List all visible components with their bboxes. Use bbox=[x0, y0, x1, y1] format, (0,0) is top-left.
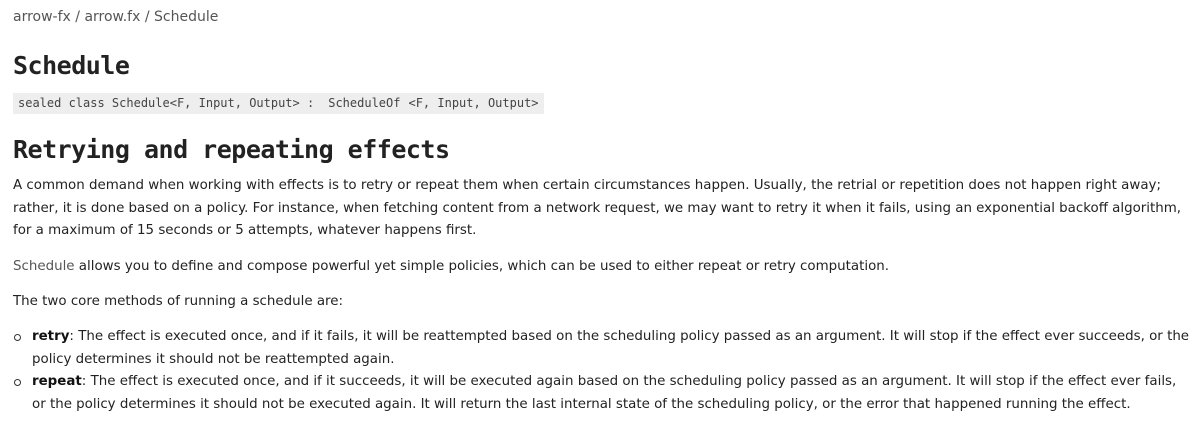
list-item-retry bbox=[13, 326, 1191, 371]
core-methods-list bbox=[13, 326, 1191, 416]
class-signature bbox=[13, 93, 544, 114]
schedule-link[interactable]: Schedule bbox=[13, 259, 75, 274]
circle-bullet-icon bbox=[14, 334, 21, 341]
breadcrumb-link-arrow-fx-package[interactable]: arrow.fx bbox=[84, 9, 141, 25]
list-item-repeat bbox=[13, 371, 1191, 416]
signature-suffix: <F, Input, Output> bbox=[408, 96, 539, 110]
circle-bullet-icon bbox=[14, 379, 21, 386]
schedule-description-paragraph bbox=[13, 256, 1191, 279]
core-methods-intro: The two core methods of running a schedule are: bbox=[13, 294, 344, 309]
method-description-retry: : The effect is executed once, and if it fails, it will be reattempted based on the scheduling policy passed as an argument. It will stop if the effect ever succeeds, or the policy determines it should not be reattempted again. bbox=[32, 329, 1190, 367]
page-title: Schedule bbox=[13, 51, 130, 80]
method-name-retry: retry bbox=[32, 329, 70, 344]
breadcrumb-link-arrow-fx[interactable]: arrow-fx bbox=[13, 9, 71, 25]
intro-paragraph: A common demand when working with effects is to retry or repeat them when certain circumstances happen. Usually, the retrial or repetition does not happen right away; rather, it is done based on a policy. For instance, when fetching content from a network request, we may want to retry it when it fails, using an exponential backoff algorithm, for a maximum of 15 seconds or 5 attempts, whatever happens first. bbox=[13, 178, 1182, 238]
breadcrumb bbox=[13, 9, 218, 25]
schedule-description-text: allows you to define and compose powerful yet simple policies, which can be used to either repeat or retry computation. bbox=[74, 259, 890, 274]
signature-prefix: sealed class Schedule<F, Input, Output> : bbox=[18, 96, 315, 110]
method-name-repeat: repeat bbox=[32, 374, 82, 389]
breadcrumb-separator: / bbox=[144, 9, 155, 25]
breadcrumb-separator: / bbox=[75, 9, 85, 25]
signature-link-scheduleof[interactable]: ScheduleOf bbox=[328, 96, 401, 110]
section-heading: Retrying and repeating effects bbox=[13, 135, 450, 164]
breadcrumb-current: Schedule bbox=[154, 9, 219, 25]
method-description-repeat: : The effect is executed once, and if it succeeds, it will be executed again based on the scheduling policy passed as an argument. It will stop if the effect ever fails, or the policy determines it should not be executed again. It will return the last internal state of the scheduling policy, or the error that happened running the effect. bbox=[32, 374, 1177, 412]
